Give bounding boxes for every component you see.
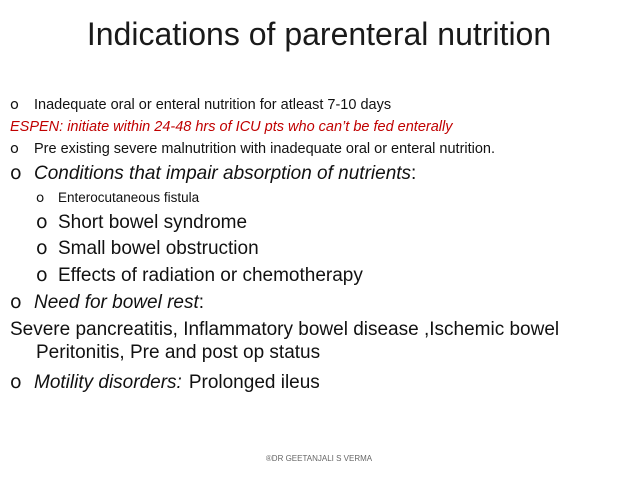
sub-item-short-bowel [36,210,247,235]
bowel-rest-heading: Need for bowel rest [34,292,199,313]
bullet-marker: o [10,97,19,113]
bullet-marker: o [10,291,22,313]
bullet-item-motility [10,370,320,395]
bullet-item-bowel-rest [10,290,204,315]
conditions-colon: : [411,163,417,184]
bullet-item-inadequate-nutrition [10,96,391,114]
item-text: Pre existing severe malnutrition with inadequate oral or enteral nutrition. [34,141,496,157]
sub-item-radiation [36,263,363,288]
bullet-marker: o [36,264,48,286]
bowel-rest-colon: : [198,292,205,313]
slide-title: Indications of parenteral nutrition [86,16,552,52]
item-text: Short bowel syndrome [58,212,248,233]
bullet-item-malnutrition [10,140,495,158]
copyright-footer: ®DR GEETANJALI S VERMA [265,454,373,463]
bullet-marker: o [36,211,48,233]
item-text: Effects of radiation or chemotherapy [58,265,363,286]
sub-item-fistula [36,189,199,207]
bowel-rest-details-line2: Peritonitis, Pre and post op status [36,342,321,363]
motility-detail: Prolonged ileus [188,372,320,393]
bowel-rest-details-line1: Severe pancreatitis, Inflammatory bowel disease ,Ischemic bowel [10,319,560,340]
bullet-marker: o [10,371,22,393]
item-text: Inadequate oral or enteral nutrition for atleast 7-10 days [34,97,392,113]
sub-item-obstruction [36,236,259,261]
bullet-marker: o [36,190,45,206]
item-text: Small bowel obstruction [58,238,259,259]
conditions-heading: Conditions that impair absorption of nutrients [34,163,412,184]
motility-heading: Motility disorders: [34,372,182,393]
espen-note: ESPEN: initiate within 24-48 hrs of ICU pts who can’t be fed enterally [10,119,453,135]
bullet-marker: o [10,141,19,157]
bullet-marker: o [36,237,48,259]
bullet-marker: o [10,162,22,184]
item-text: Enterocutaneous fistula [58,190,200,205]
bullet-item-conditions [10,161,416,186]
